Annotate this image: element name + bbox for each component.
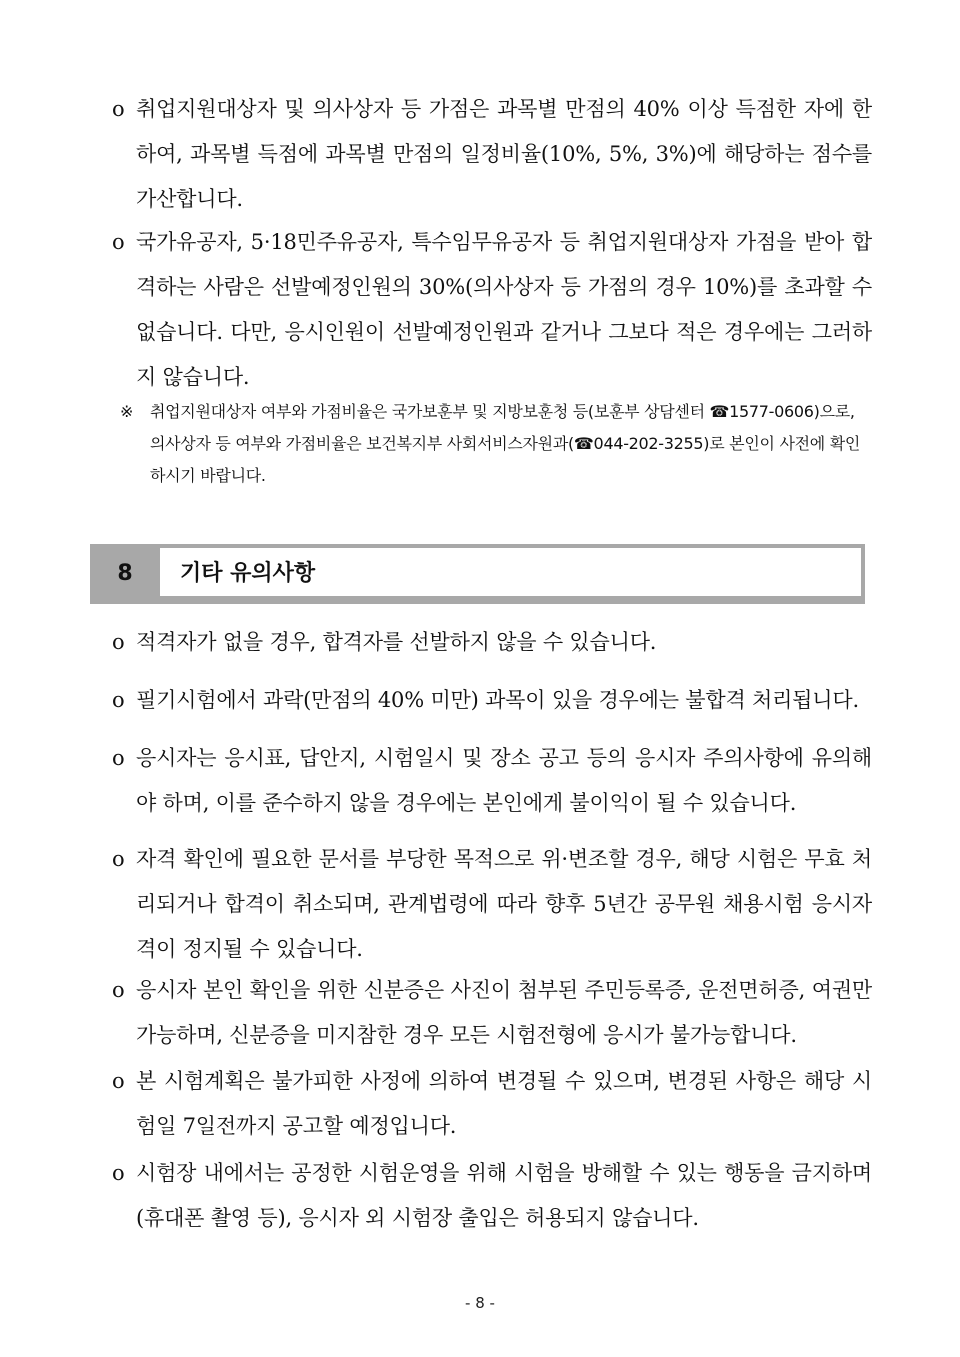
bullet-item-plan-change [112,1059,872,1149]
bullet-mark: o [112,746,125,770]
bullet-text: 적격자가 없을 경우, 합격자를 선발하지 않을 수 있습니다. [136,630,657,654]
bullet-item-forgery [112,837,872,972]
bullet-item-id-card [112,968,872,1058]
bullet-text: 응시자 본인 확인을 위한 신분증은 사진이 첨부된 주민등록증, 운전면허증, 여권만 가능하며, 신분증을 미지참한 경우 모든 시험전형에 응시가 불가능합니다. [136,978,872,1047]
reference-note [120,396,870,492]
bullet-text: 응시자는 응시표, 답안지, 시험일시 및 장소 공고 등의 응시자 주의사항에 유의해야 하며, 이를 준수하지 않을 경우에는 본인에게 불이익이 될 수 있습니다. [136,746,872,815]
bullet-mark: o [112,688,125,712]
bullet-text: 시험장 내에서는 공정한 시험운영을 위해 시험을 방해할 수 있는 행동을 금지하며(휴대폰 촬영 등), 응시자 외 시험장 출입은 허용되지 않습니다. [136,1161,872,1230]
section-header [90,544,865,604]
bullet-item-exam-hall [112,1151,872,1241]
bullet-text: 본 시험계획은 불가피한 사정에 의하여 변경될 수 있으며, 변경된 사항은 해당 시험일 7일전까지 공고할 예정입니다. [136,1069,872,1138]
bullet-item-no-qualified [112,620,872,665]
section-title-box [160,548,861,596]
bullet-text: 필기시험에서 과락(만점의 40% 미만) 과목이 있을 경우에는 불합격 처리됩니다. [136,688,859,712]
bullet-text: 자격 확인에 필요한 문서를 부당한 목적으로 위·변조할 경우, 해당 시험은 무효 처리되거나 합격이 취소되며, 관계법령에 따라 향후 5년간 공무원 채용시험 응시자격이 정지될 수 있습니다. [136,847,872,961]
note-mark: ※ [120,402,134,421]
note-text: 취업지원대상자 여부와 가점비율은 국가보훈부 및 지방보훈청 등(보훈부 상담센터 ☎1577-0606)으로, 의사상자 등 여부와 가점비율은 보건복지부 사회서비스자원과(☎044-202-3255)로 본인이 사전에 확인하시기 바랍니다. [150,402,861,485]
page-number: - 8 - [465,1294,495,1312]
bullet-mark: o [112,847,125,871]
section-number: 8 [117,561,133,586]
bullet-mark: o [112,1161,125,1185]
bullet-mark: o [112,978,125,1002]
bullet-mark: o [112,230,125,254]
bullet-mark: o [112,1069,125,1093]
bullet-item-bonus-points [112,87,872,222]
bullet-mark: o [112,630,125,654]
bullet-item-applicant-notice [112,736,872,826]
bullet-item-failing-score [112,678,872,723]
bullet-mark: o [112,97,125,121]
bullet-item-bonus-limit [112,220,872,400]
section-title: 기타 유의사항 [180,561,316,586]
bullet-text: 국가유공자, 5·18민주유공자, 특수임무유공자 등 취업지원대상자 가점을 받아 합격하는 사람은 선발예정인원의 30%(의사상자 등 가점의 경우 10%)를 초과할 수 없습니다. 다만, 응시인원이 선발예정인원과 같거나 그보다 적은 경우에는 그러하지 않습니다. [136,230,872,389]
bullet-text: 취업지원대상자 및 의사상자 등 가점은 과목별 만점의 40% 이상 득점한 자에 한하여, 과목별 득점에 과목별 만점의 일정비율(10%, 5%, 3%)에 해당하는 점수를 가산합니다. [136,97,872,211]
